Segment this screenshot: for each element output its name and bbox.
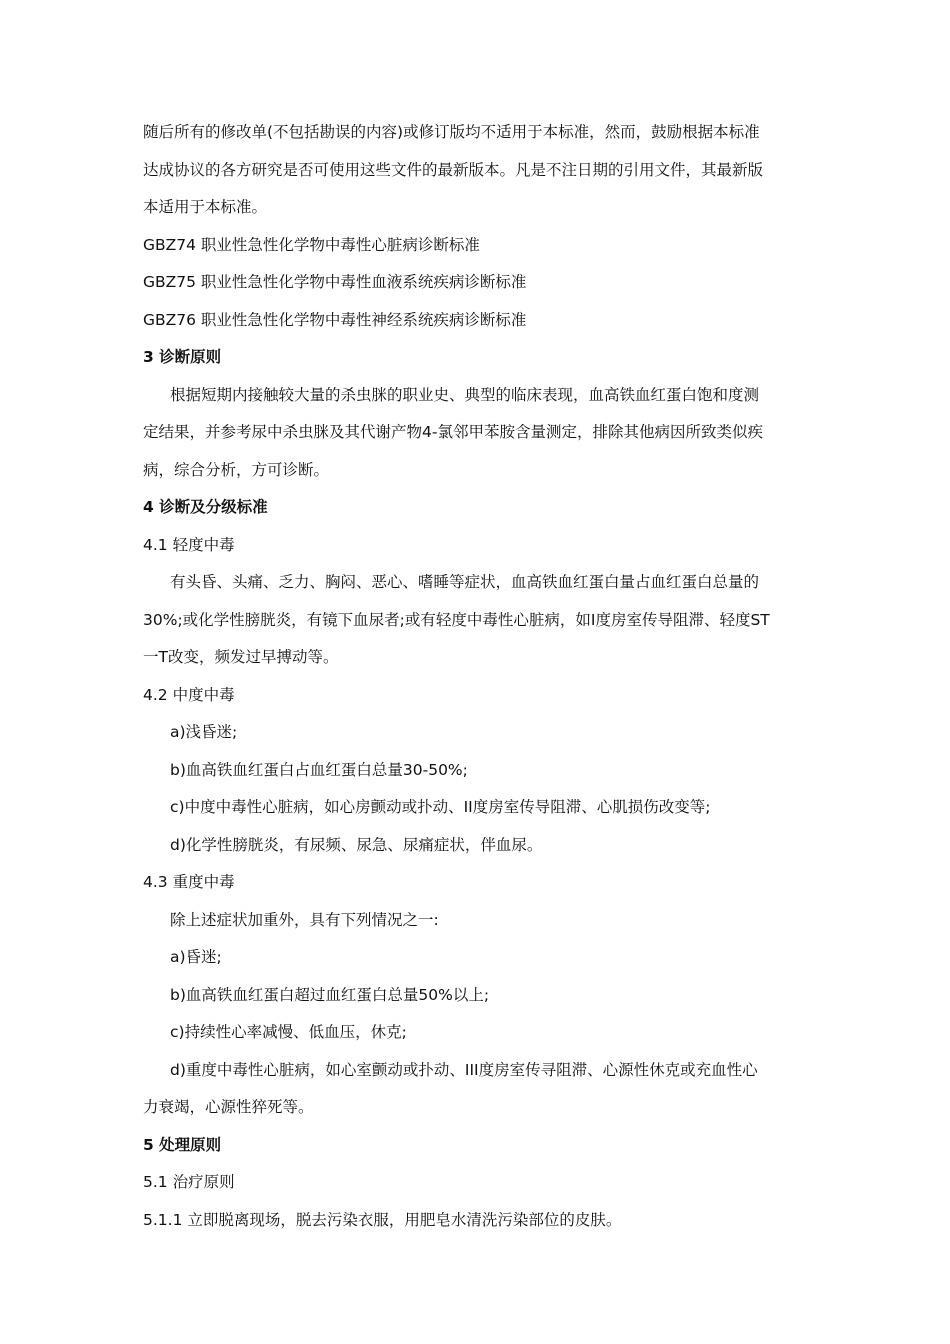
paragraph-line: 本适用于本标准。 — [143, 198, 268, 216]
paragraph-line: 一T改变，频发过早搏动等。 — [143, 648, 339, 666]
subsection-heading: 4.1 轻度中毒 — [143, 536, 235, 554]
section-heading: 4 诊断及分级标准 — [143, 498, 268, 516]
paragraph-line: 达成协议的各方研究是否可使用这些文件的最新版本。凡是不注日期的引用文件，其最新版 — [143, 161, 764, 179]
list-item: d)重度中毒性心脏病，如心室颤动或扑动、III度房室传寻阻滞、心源性休克或充血性心 — [170, 1061, 758, 1079]
subsection-heading: 4.3 重度中毒 — [143, 873, 235, 891]
reference-item: GBZ75 职业性急性化学物中毒性血液系统疾病诊断标准 — [143, 273, 527, 291]
paragraph-line: 5.1.1 立即脱离现场，脱去污染衣服，用肥皂水清洗污染部位的皮肤。 — [143, 1211, 622, 1229]
list-item: a)昏迷; — [170, 948, 222, 966]
paragraph-line: 除上述症状加重外，具有下列情况之一: — [170, 911, 439, 929]
list-item: c)中度中毒性心脏病，如心房颤动或扑动、II度房室传导阻滞、心肌损伤改变等; — [170, 798, 711, 816]
paragraph-line: 定结果，并参考尿中杀虫脒及其代谢产物4-氯邻甲苯胺含量测定，排除其他病因所致类似疾 — [143, 423, 763, 441]
paragraph-line: 30%;或化学性膀胱炎，有镜下血尿者;或有轻度中毒性心脏病，如I度房室传导阻滞、轻度ST — [143, 611, 770, 629]
list-item: c)持续性心率减慢、低血压，休克; — [170, 1023, 407, 1041]
paragraph-line: 力衰竭，心源性猝死等。 — [143, 1098, 314, 1116]
list-item: d)化学性膀胱炎，有尿频、尿急、尿痛症状，伴血尿。 — [170, 836, 543, 854]
section-heading: 5 处理原则 — [143, 1136, 222, 1154]
section-heading: 3 诊断原则 — [143, 348, 222, 366]
paragraph-line: 有头昏、头痛、乏力、胸闷、恶心、嗜睡等症状，血高铁血红蛋白量占血红蛋白总量的 — [170, 573, 760, 591]
list-item: b)血高铁血红蛋白占血红蛋白总量30-50%; — [170, 761, 468, 779]
subsection-heading: 5.1 治疗原则 — [143, 1173, 235, 1191]
paragraph-line: 根据短期内接触较大量的杀虫脒的职业史、典型的临床表现，血高铁血红蛋白饱和度测 — [170, 386, 760, 404]
subsection-heading: 4.2 中度中毒 — [143, 686, 235, 704]
reference-item: GBZ74 职业性急性化学物中毒性心脏病诊断标准 — [143, 236, 480, 254]
list-item: a)浅昏迷; — [170, 723, 238, 741]
paragraph-line: 随后所有的修改单(不包括勘误的内容)或修订版均不适用于本标准，然而，鼓励根据本标准 — [143, 123, 760, 141]
reference-item: GBZ76 职业性急性化学物中毒性神经系统疾病诊断标准 — [143, 311, 527, 329]
paragraph-line: 病，综合分析，方可诊断。 — [143, 461, 330, 479]
list-item: b)血高铁血红蛋白超过血红蛋白总量50%以上; — [170, 986, 490, 1004]
